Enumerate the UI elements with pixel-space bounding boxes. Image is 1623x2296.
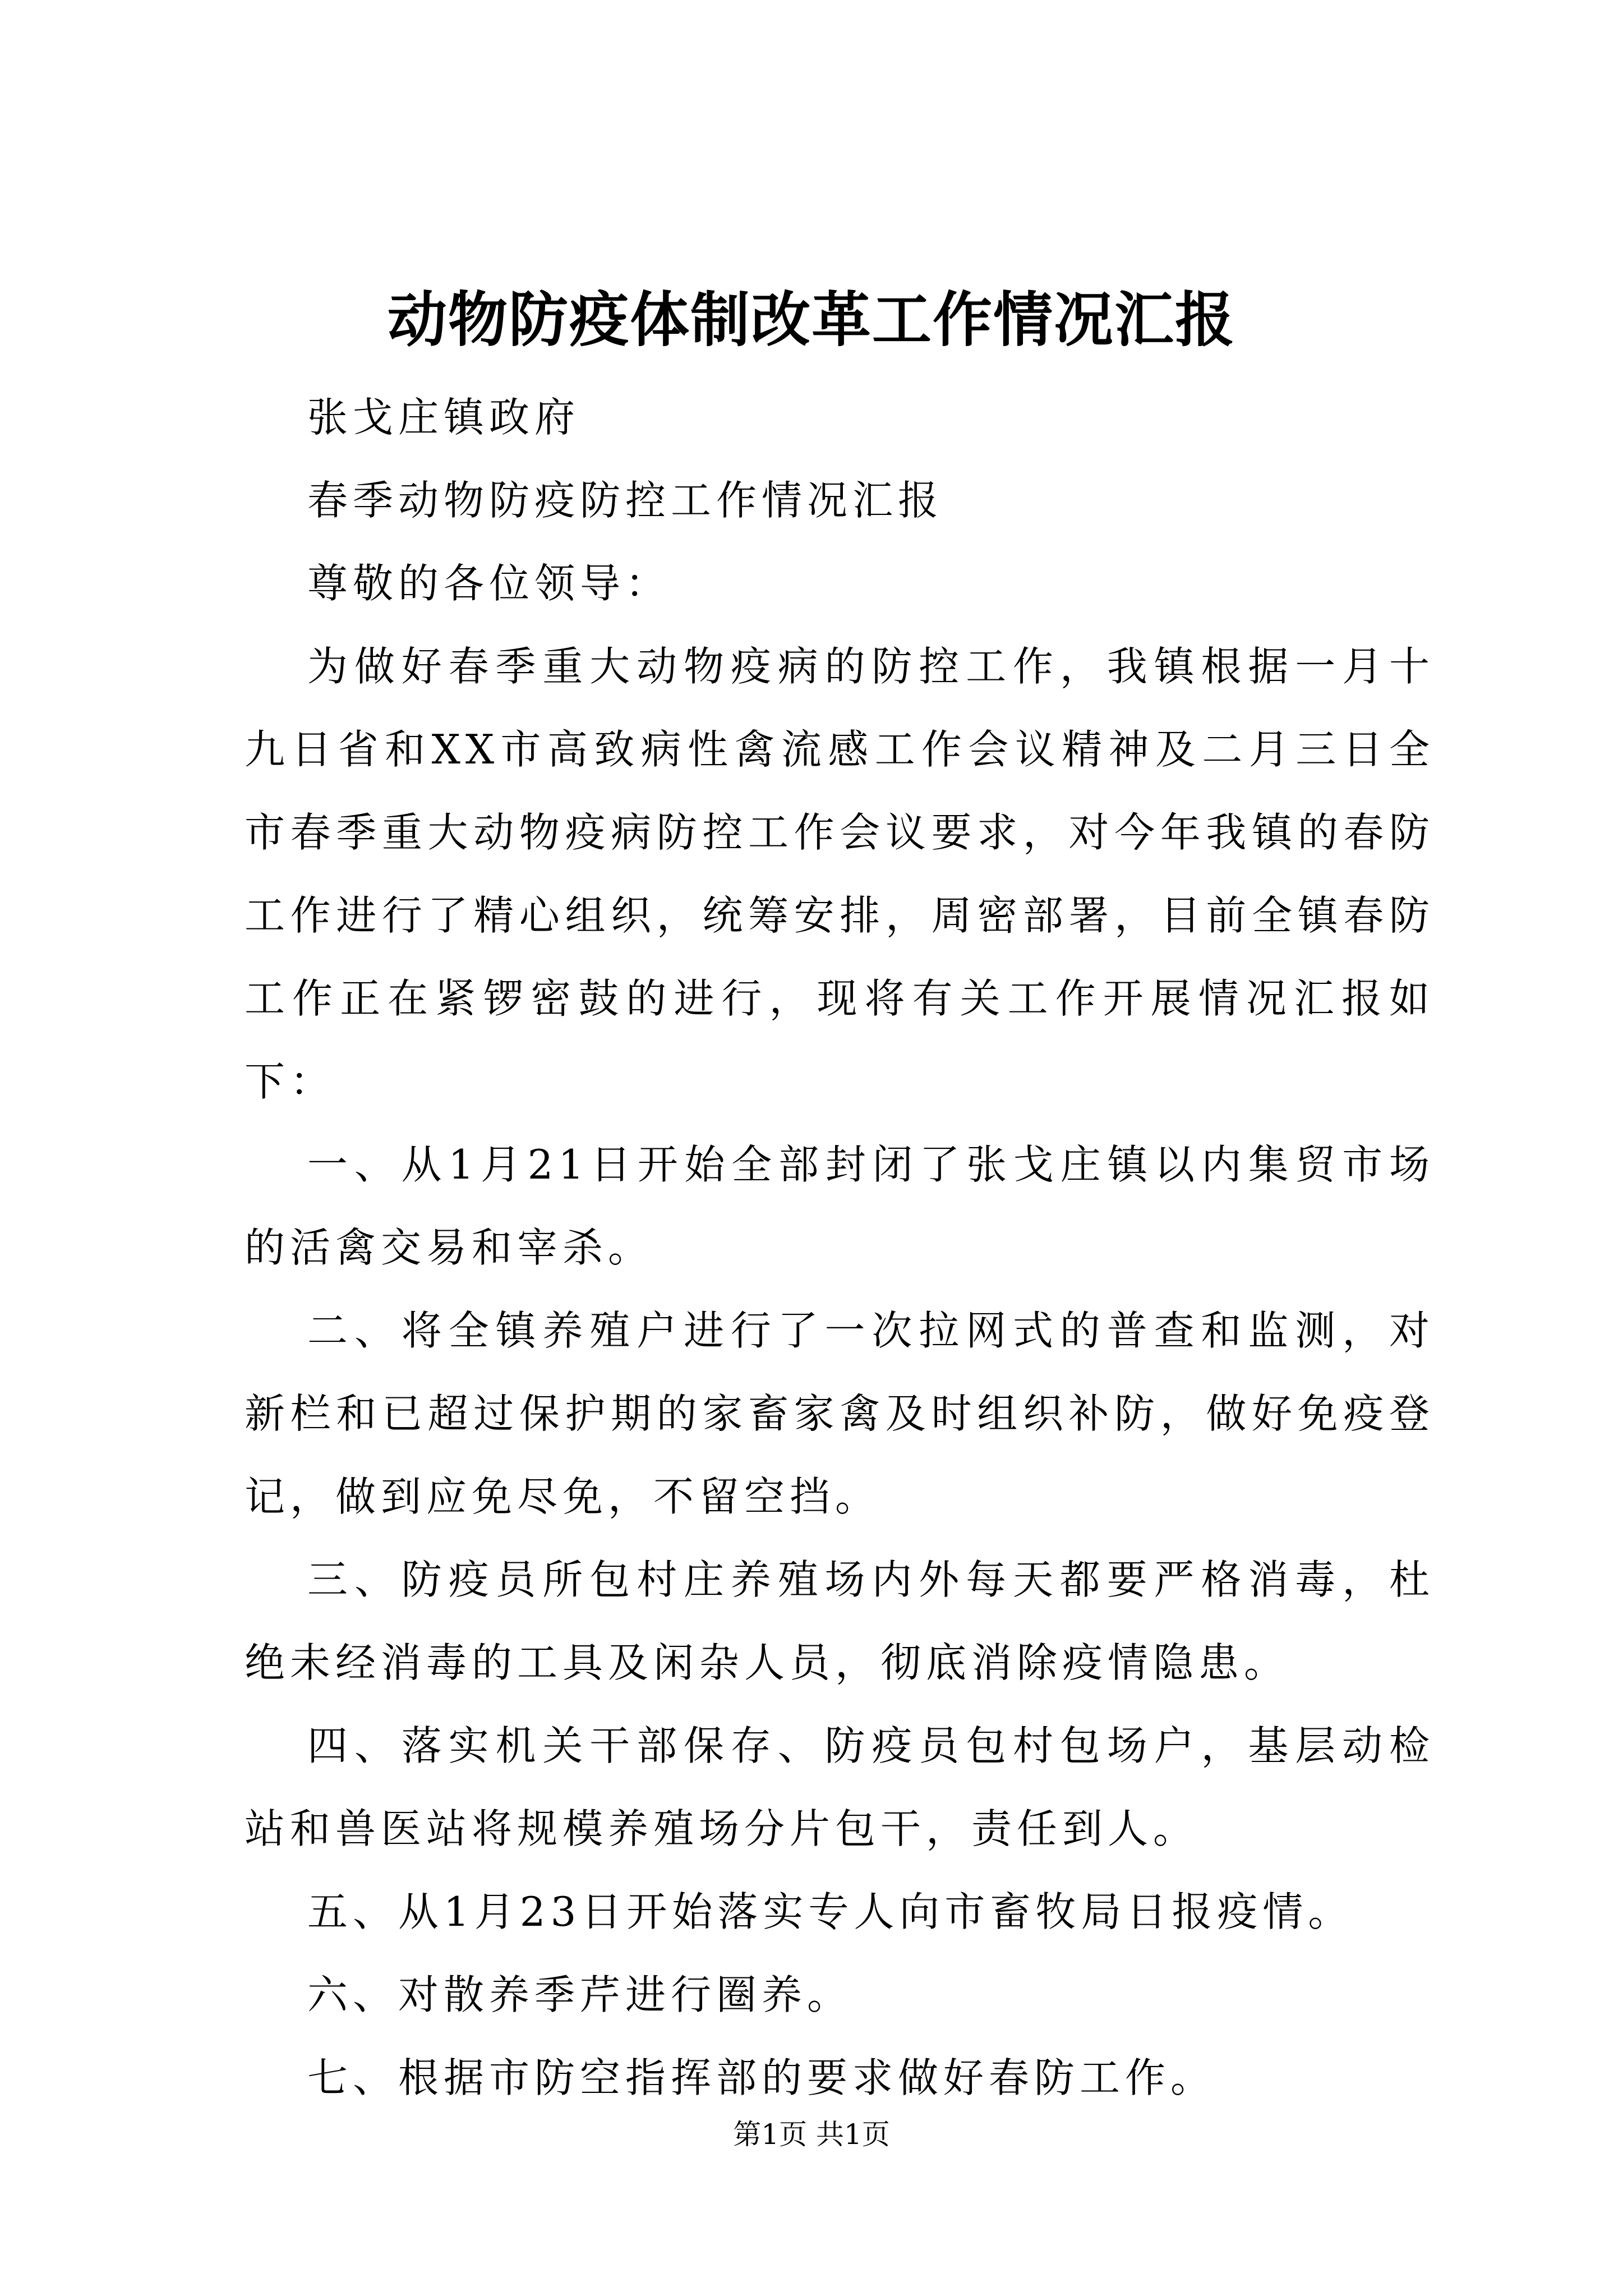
paragraph-item-4: 四、落实机关干部保存、防疫员包村包场户，基层动检站和兽医站将规模养殖场分片包干，责任到人。 xyxy=(245,1722,1435,1852)
paragraph-sender: 张戈庄镇政府 xyxy=(307,394,580,441)
paragraph-intro: 为做好春季重大动物疫病的防控工作，我镇根据一月十九日省和XX市高致病性禽流感工作会议精神及二月三日全市春季重大动物疫病防控工作会议要求，对今年我镇的春防工作进行了精心组织，统筹安排，周密部署，目前全镇春防工作正在紧锣密鼓的进行，现将有关工作开展情况汇报如下： xyxy=(245,643,1435,1105)
paragraph-item-1: 一、从1月21日开始全部封闭了张戈庄镇以内集贸市场的活禽交易和宰杀。 xyxy=(245,1141,1435,1271)
paragraph-item-7: 七、根据市防空指挥部的要求做好春防工作。 xyxy=(307,2054,1216,2101)
paragraph-item-3: 三、防疫员所包村庄养殖场内外每天都要严格消毒，杜绝未经消毒的工具及闲杂人员，彻底消除疫情隐患。 xyxy=(245,1556,1435,1686)
page-footer: 第1页 共1页 xyxy=(733,2118,890,2151)
document-title: 动物防疫体制改革工作情况汇报 xyxy=(388,284,1235,355)
paragraph-subject: 春季动物防疫防控工作情况汇报 xyxy=(307,477,944,524)
paragraph-item-5: 五、从1月23日开始落实专人向市畜牧局日报疫情。 xyxy=(307,1888,1354,1935)
document-body xyxy=(245,376,1435,2119)
paragraph-item-2: 二、将全镇养殖户进行了一次拉网式的普查和监测，对新栏和已超过保护期的家畜家禽及时组织补防，做好免疫登记，做到应免尽免，不留空挡。 xyxy=(245,1307,1435,1520)
paragraph-item-6: 六、对散养季芹进行圈养。 xyxy=(307,1971,853,2018)
paragraph-salutation: 尊敬的各位领导： xyxy=(307,560,671,607)
